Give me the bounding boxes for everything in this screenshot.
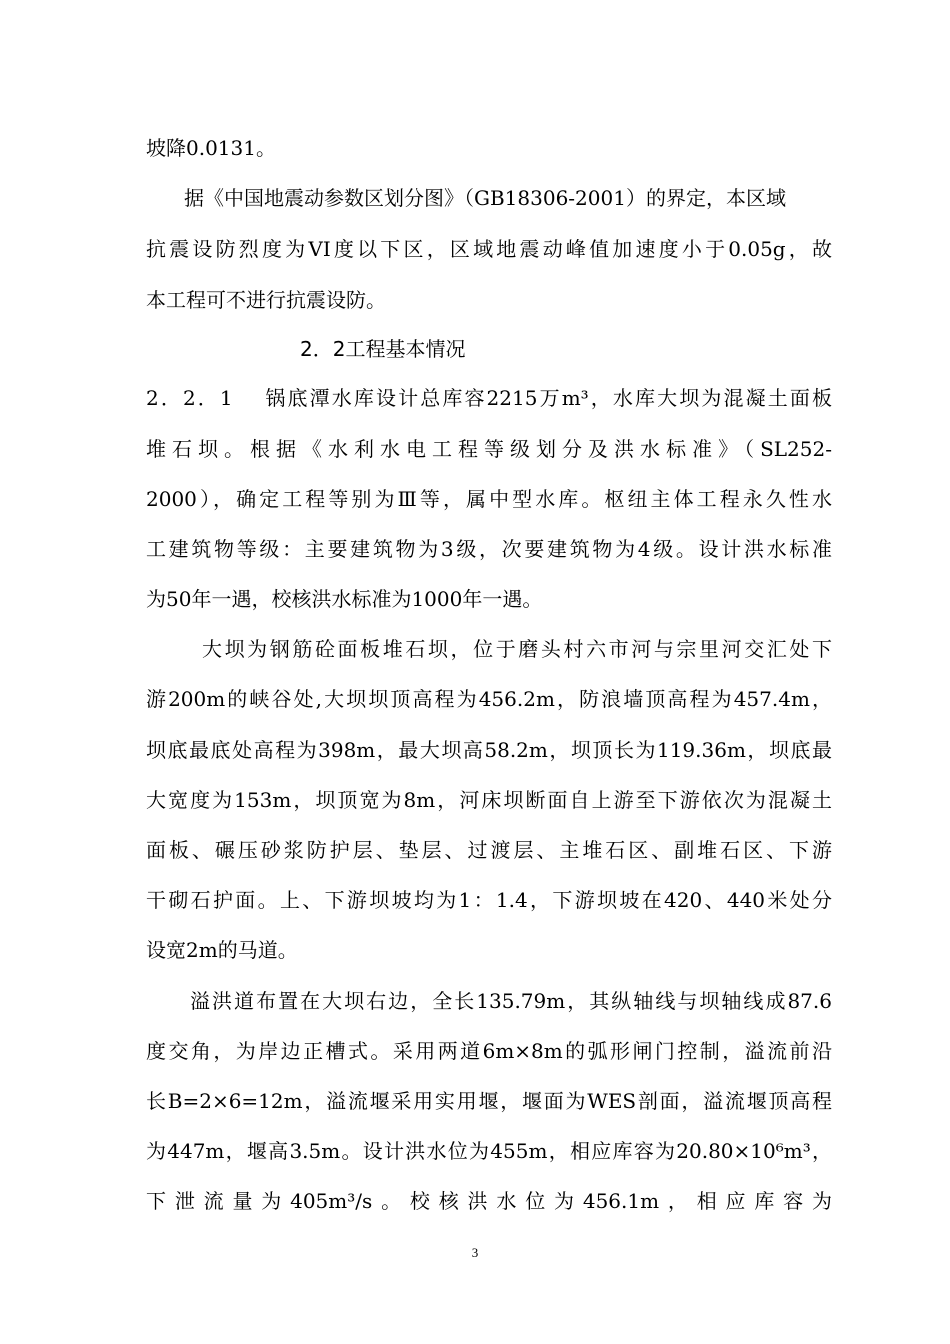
- section-heading: 2．2工程基本情况: [300, 337, 466, 361]
- text-line: 大坝为钢筋砼面板堆石坝，位于磨头村六市河与宗里河交汇处下: [202, 637, 832, 661]
- page-number: 3: [471, 1245, 479, 1260]
- text-line: 大宽度为153m，坝顶宽为8m，河床坝断面自上游至下游依次为混凝土: [146, 788, 832, 812]
- text-line: 坝底最底处高程为398m，最大坝高58.2m，坝顶长为119.36m，坝底最: [146, 738, 832, 762]
- text-line: 据《中国地震动参数区划分图》（GB18306-2001）的界定，本区域: [184, 186, 786, 210]
- text-line: 2．2．1 锅底潭水库设计总库容2215万m³，水库大坝为混凝土面板: [146, 386, 832, 410]
- text-line: 下泄流量为405m³/s。校核洪水位为456.1m，相应库容为: [146, 1189, 832, 1213]
- text-line: 工建筑物等级：主要建筑物为3级，次要建筑物为4级。设计洪水标准: [146, 537, 832, 561]
- text-line: 游200m的峡谷处,大坝坝顶高程为456.2m，防浪墙顶高程为457.4m，: [146, 687, 832, 711]
- text-line: 设宽2m的马道。: [146, 938, 298, 962]
- text-line: 本工程可不进行抗震设防。: [146, 288, 386, 312]
- text-line: 度交角，为岸边正槽式。采用两道6m×8m的弧形闸门控制，溢流前沿: [146, 1039, 832, 1063]
- text-line: 堆石坝。根据《水利水电工程等级划分及洪水标准》（SL252-: [146, 437, 832, 461]
- text-line: 坡降0.0131。: [146, 136, 276, 160]
- text-line: 长B=2×6=12m，溢流堰采用实用堰，堰面为WES剖面，溢流堰顶高程: [146, 1089, 832, 1113]
- text-line: 为50年一遇，校核洪水标准为1000年一遇。: [146, 587, 543, 611]
- text-line: 溢洪道布置在大坝右边，全长135.79m，其纵轴线与坝轴线成87.6: [190, 989, 832, 1013]
- text-line: 抗震设防烈度为VI度以下区，区域地震动峰值加速度小于0.05g，故: [146, 237, 832, 261]
- text-line: 2000），确定工程等别为Ⅲ等，属中型水库。枢纽主体工程永久性水: [146, 487, 832, 511]
- text-line: 干砌石护面。上、下游坝坡均为1：1.4，下游坝坡在420、440米处分: [146, 888, 832, 912]
- text-line: 为447m，堰高3.5m。设计洪水位为455m，相应库容为20.80×10⁶m³，: [146, 1139, 832, 1163]
- text-line: 面板、碾压砂浆防护层、垫层、过渡层、主堆石区、副堆石区、下游: [146, 838, 832, 862]
